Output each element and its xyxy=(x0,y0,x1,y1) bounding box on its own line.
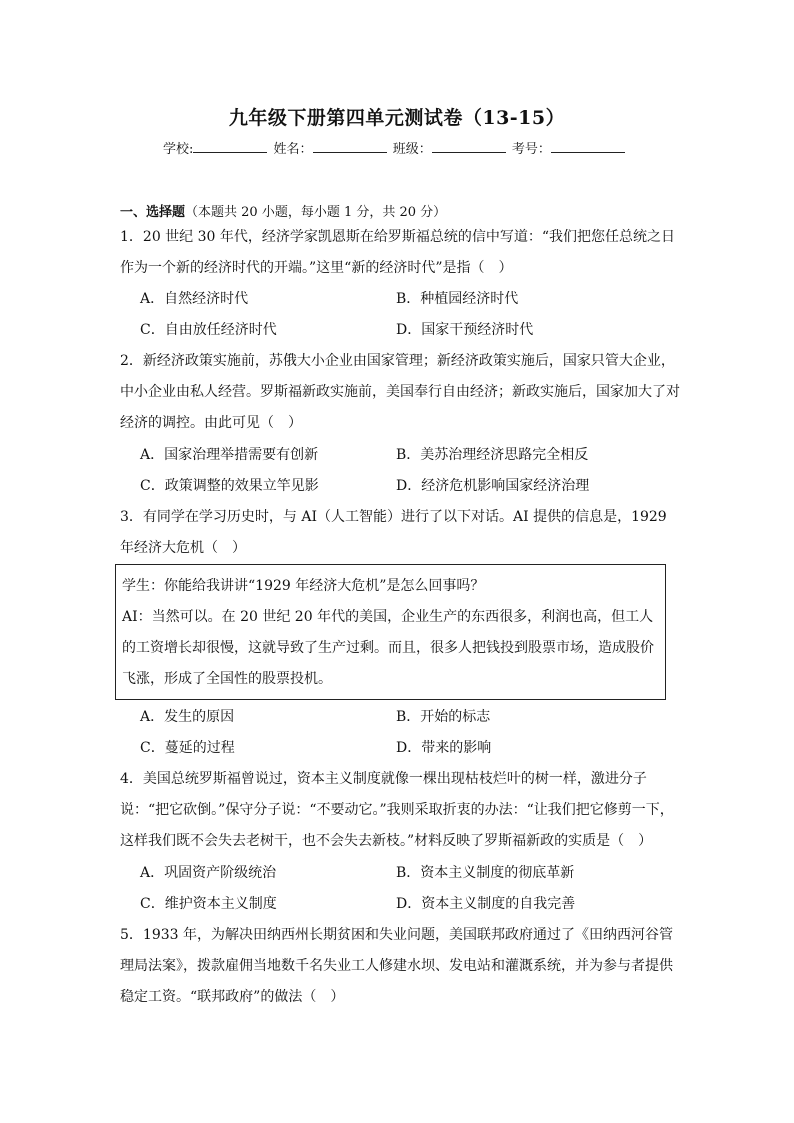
question-1-option-b: B．种植园经济时代 xyxy=(396,291,519,307)
dialog-ai-line: AI：当然可以。在 20 世纪 20 年代的美国，企业生产的东西很多，利润也高，但工人的工资增长却很慢，这就导致了生产过剩。而且，很多人把钱投到股票市场，造成股价飞涨，形成了全国性的股票投机。 xyxy=(122,609,654,687)
class-blank xyxy=(432,140,506,153)
question-2-option-a: A．国家治理举措需要有创新 xyxy=(140,447,319,463)
school-blank xyxy=(193,140,267,153)
question-1-option-c: C．自由放任经济时代 xyxy=(140,322,277,338)
question-4-option-b: B．资本主义制度的彻底革新 xyxy=(396,865,575,881)
dialog-student-line: 学生：你能给我讲讲“1929 年经济大危机”是怎么回事吗？ xyxy=(122,578,485,594)
question-4-option-c: C．维护资本主义制度 xyxy=(140,896,277,912)
question-3-option-a: A．发生的原因 xyxy=(140,709,235,725)
section-heading xyxy=(120,201,446,220)
section-note: （本题共 20 小题，每小题 1 分，共 20 分） xyxy=(185,205,447,220)
question-5-stem: 5．1933 年，为解决田纳西州长期贫困和失业问题，美国联邦政府通过了《田纳西河谷管理局法案》，拨款雇佣当地数千名失业工人修建水坝、发电站和灌溉系统，并为参与者提供稳定工资。“联邦政府”的做法（ ） xyxy=(120,927,673,1005)
name-blank xyxy=(313,140,387,153)
question-4-option-d: D．资本主义制度的自我完善 xyxy=(396,896,576,912)
student-info-line xyxy=(163,138,633,157)
question-3-option-d: D．带来的影响 xyxy=(396,740,492,756)
name-label: 姓名： xyxy=(273,142,313,157)
question-3-stem: 3．有同学在学习历史时，与 AI（人工智能）进行了以下对话。AI 提供的信息是，1929 年经济大危机（ ） xyxy=(120,509,667,556)
exam-number-blank xyxy=(551,140,625,153)
question-3-option-b: B．开始的标志 xyxy=(396,709,491,725)
question-3-dialog-box xyxy=(115,564,666,700)
question-1-option-d: D．国家干预经济时代 xyxy=(396,322,534,338)
question-2-option-d: D．经济危机影响国家经济治理 xyxy=(396,478,590,494)
class-label: 班级： xyxy=(392,142,432,157)
question-2-option-b: B．美苏治理经济思路完全相反 xyxy=(396,447,589,463)
section-title: 一、选择题 xyxy=(120,205,186,220)
question-2-stem: 2．新经济政策实施前，苏俄大小企业由国家管理；新经济政策实施后，国家只管大企业，中小企业由私人经营。罗斯福新政实施前，美国奉行自由经济；新政实施后，国家加大了对经济的调控。由此可见（ ） xyxy=(120,353,680,431)
exam-title: 九年级下册第四单元测试卷（13-15） xyxy=(228,107,566,129)
question-4-option-a: A．巩固资产阶级统治 xyxy=(140,865,277,881)
question-1-stem: 1．20 世纪 30 年代，经济学家凯恩斯在给罗斯福总统的信中写道：“我们把您任总统之日作为一个新的经济时代的开端。”这里“新的经济时代”是指（ ） xyxy=(120,229,676,276)
school-label: 学校: xyxy=(163,142,194,157)
question-3-option-c: C．蔓延的过程 xyxy=(140,740,235,756)
exam-number-label: 考号： xyxy=(511,142,551,157)
question-2-option-c: C．政策调整的效果立竿见影 xyxy=(140,478,319,494)
question-4-stem: 4．美国总统罗斯福曾说过，资本主义制度就像一棵出现枯枝烂叶的树一样，激进分子说：“把它砍倒。”保守分子说：“不要动它。”我则采取折衷的办法：“让我们把它修剪一下，这样我们既不会失去老树干，也不会失去新枝。”材料反映了罗斯福新政的实质是（ ） xyxy=(120,771,674,849)
question-1-option-a: A．自然经济时代 xyxy=(140,291,249,307)
